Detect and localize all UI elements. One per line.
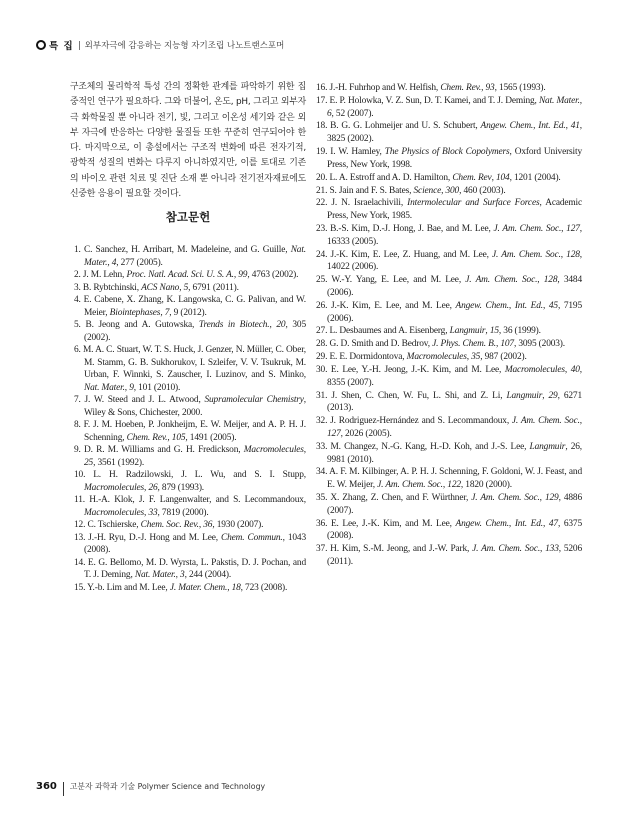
reference-source: Macromolecules: [84, 507, 145, 518]
reference-text: ,: [303, 445, 306, 455]
reference-text: 30. E. Lee, Y.-H. Jeong, J.-K. Kim, and M. Lee,: [316, 364, 505, 375]
reference-text: , 2026 (2005).: [340, 428, 392, 439]
reference-text: 8. F. J. M. Hoeben, P. Jonkheijm, E. W. Meijer, and A. P. H. J. Schenning,: [74, 420, 306, 443]
reference-item: [74, 519, 306, 532]
reference-text: , 52 (2007).: [331, 108, 374, 119]
reference-text: ,: [579, 95, 582, 106]
reference-text: ,: [167, 432, 172, 443]
reference-text: , 460 (2003).: [459, 185, 506, 196]
reference-source: 104: [495, 172, 510, 183]
reference-item: [316, 274, 582, 300]
reference-text: ,: [542, 518, 549, 529]
reference-source: 5: [183, 282, 189, 293]
journal-name: 고분자 과학과 기술 Polymer Science and Technology: [69, 781, 266, 791]
reference-text: 31. J. Shen, C. Chen, W. Fu, L. Shi, and Z. Li,: [316, 390, 507, 401]
reference-text: ,: [565, 121, 571, 132]
reference-source: Macromolecules: [243, 445, 304, 455]
reference-item: [74, 532, 306, 557]
reference-text: 7. J. W. Steed and J. L. Atwood,: [74, 395, 205, 405]
reference-text: ,: [179, 282, 184, 293]
running-header: [36, 38, 284, 52]
reference-text: , 987 (2002).: [480, 352, 527, 363]
reference-source: 20: [276, 320, 286, 330]
reference-text: , 244 (2004).: [184, 570, 232, 580]
reference-source: Trends in Biotech.: [198, 320, 270, 330]
reference-item: [316, 338, 582, 351]
reference-source: 122: [447, 480, 461, 491]
reference-source: 127: [566, 223, 580, 234]
reference-source: Nat. Mater.: [538, 95, 580, 106]
reference-text: 20. L. A. Estroff and A. D. Hamilton,: [316, 172, 453, 183]
reference-text: ,: [481, 83, 486, 93]
reference-text: 26. J.-K. Kim, E. Lee, and M. Lee,: [316, 300, 456, 311]
reference-source: J. Am. Chem. Soc.: [492, 249, 561, 260]
reference-source: Nat. Mater.: [84, 382, 125, 393]
reference-item: [74, 319, 306, 344]
reference-text: ,: [542, 390, 549, 401]
reference-text: , 8355 (2007).: [327, 364, 582, 388]
reference-text: ,: [144, 507, 149, 518]
reference-source: 128: [543, 275, 558, 286]
reference-text: , 1820 (2000).: [460, 480, 512, 491]
reference-text: ,: [485, 326, 490, 337]
reference-text: 25. W.-Y. Yang, E. Lee, and M. Lee,: [316, 275, 466, 286]
reference-text: 37. H. Kim, S.-M. Jeong, and J.-W. Park,: [316, 544, 473, 555]
reference-text: ,: [579, 416, 582, 427]
reference-source: 105: [171, 432, 186, 443]
reference-source: Angew. Chem., Int. Ed.: [480, 121, 566, 132]
reference-source: 26: [148, 482, 158, 493]
reference-text: , 3095 (2003).: [513, 339, 565, 350]
reference-item: [316, 351, 582, 364]
reference-text: 35. X. Zhang, Z. Chen, and F. Würthner,: [316, 493, 472, 503]
reference-text: 4. E. Cabene, X. Zhang, K. Langowska, C. G. Palivan, and W. Meier,: [74, 295, 306, 318]
reference-item: [316, 82, 582, 95]
reference-text: , 723 (2008).: [240, 582, 288, 593]
reference-text: , 14022 (2006).: [327, 249, 582, 273]
reference-text: 17. E. P. Holowka, V. Z. Sun, D. T. Kamei, and T. J. Deming,: [316, 95, 539, 106]
reference-text: , 3484 (2006).: [327, 275, 582, 298]
reference-item: [74, 269, 306, 282]
references-left-column: [74, 244, 306, 594]
reference-text: , 4886 (2007).: [327, 493, 582, 516]
reference-source: 18: [231, 582, 241, 593]
reference-item: [74, 469, 306, 494]
reference-source: Macromolecules: [406, 352, 467, 363]
reference-item: [316, 185, 582, 198]
reference-text: 23. B.-S. Kim, D.-J. Hong, J. Bae, and M. Lee,: [316, 223, 494, 234]
reference-text: , 5206 (2011).: [327, 544, 582, 568]
reference-text: , 7195 (2006).: [327, 300, 582, 324]
header-title: 외부자극에 감응하는 지능형 자기조립 나노트랜스포머: [84, 41, 285, 51]
reference-source: 128: [566, 249, 580, 260]
reference-item: [74, 294, 306, 319]
reference-source: Chem. Rev: [452, 172, 492, 183]
reference-item: [74, 344, 306, 394]
reference-source: J. Am. Chem. Soc.: [472, 544, 541, 555]
reference-source: 36: [203, 520, 213, 530]
reference-item: [316, 492, 582, 518]
reference-text: 5. B. Jeong and A. Gutowska,: [74, 320, 199, 330]
reference-source: J. Am. Chem. Soc.: [377, 480, 443, 491]
reference-source: Langmuir: [506, 390, 543, 401]
reference-text: ,: [227, 582, 232, 593]
reference-source: J. Mater. Chem.: [169, 582, 228, 593]
reference-item: [74, 394, 306, 419]
reference-source: Langmuir: [529, 441, 566, 452]
reference-text: 2. J. M. Lehn,: [74, 270, 127, 280]
reference-text: 28. G. D. Smith and D. Bedrov,: [316, 339, 433, 350]
reference-text: , Wiley & Sons, Chichester, 2000.: [84, 395, 306, 418]
reference-source: 93: [485, 83, 495, 93]
reference-text: , 7819 (2000).: [157, 507, 209, 518]
reference-item: [316, 249, 582, 275]
reference-source: 300: [445, 185, 460, 196]
reference-source: Science: [413, 185, 442, 196]
reference-text: ,: [442, 480, 448, 491]
reference-item: [316, 325, 582, 338]
reference-text: 33. M. Changez, N.-G. Kang, H.-D. Koh, and J.-S. Lee,: [316, 441, 530, 452]
reference-source: 7: [164, 307, 170, 318]
reference-text: 32. J. Rodriguez-Hernández and S. Lecommandoux,: [316, 416, 512, 427]
reference-text: , Academic Press, New York, 1985.: [327, 198, 583, 222]
reference-source: 35: [471, 352, 481, 363]
reference-text: , 6791 (2011).: [188, 282, 239, 293]
reference-source: 133: [545, 544, 559, 555]
reference-text: , 3825 (2002).: [327, 121, 582, 145]
reference-item: [316, 197, 582, 223]
reference-text: 1. C. Sanchez, H. Arribart, M. Madeleine, and G. Guille,: [74, 245, 291, 255]
reference-source: 25: [84, 457, 94, 468]
page-number: 360: [36, 780, 57, 792]
reference-item: [74, 244, 306, 269]
reference-text: ,: [542, 300, 549, 311]
reference-source: Chem. Rev.: [440, 83, 482, 93]
reference-source: 15: [489, 326, 499, 337]
reference-text: 22. J. N. Israelachivili,: [316, 198, 408, 209]
reference-source: 33: [148, 507, 158, 518]
reference-item: [316, 466, 582, 492]
reference-source: J. Am. Chem. Soc.: [465, 275, 538, 286]
reference-text: 3. B. Rybtchinski,: [74, 282, 142, 293]
reference-text: , 1930 (2007).: [212, 520, 264, 530]
reference-text: 9. D. R. M. Williams and G. H. Fredickson,: [74, 445, 244, 455]
intro-paragraph: 구조체의 물리학적 특성 간의 정확한 관계를 파악하기 위한 집중적인 연구가 필요하다. 그와 더불어, 온도, pH, 그리고 외부자극 화학물질 뿐 아니라 전기, 빛, 그리고 이온성 세기와 같은 외부 자극에 반응하는 다양한 물질들 또한 꾸준히 연구되어야 한다. 마지막으로, 이 총설에서는 구조적 변화에 따른 전자기적, 광학적 성질의 변화는 다루지 아니하였지만, 이를 토대로 기존의 바이오 관련 치료 및 진단 소재 뿐 아니라 전기전자재료에도 신중한 응용이 필요할 것이다.: [70, 82, 306, 200]
reference-text: , 277 (2005).: [116, 257, 163, 268]
reference-text: , 879 (1993).: [157, 482, 204, 493]
reference-source: J. Am. Chem. Soc.: [493, 223, 562, 234]
reference-text: 12. C. Tschierske,: [74, 520, 141, 530]
reference-text: ,: [160, 307, 165, 318]
reference-source: Nat. Mater.: [134, 570, 176, 580]
reference-item: [316, 390, 582, 416]
reference-source: Biointephases: [109, 307, 161, 318]
reference-text: , 36 (1999).: [498, 326, 541, 337]
reference-text: , 1201 (2004).: [509, 172, 561, 183]
reference-item: [316, 300, 582, 326]
reference-source: Nat. Mater.: [84, 245, 306, 268]
reference-source: Supramolecular Chemistry: [204, 395, 304, 405]
reference-item: [316, 518, 582, 544]
reference-text: 34. A. F. M. Kilbinger, A. P. H. J. Schenning, F. Goldoni, W. J. Feast, and E. W. Meijer,: [316, 467, 582, 491]
reference-text: ,: [564, 364, 571, 375]
reference-text: ,: [269, 320, 277, 330]
reference-item: [316, 172, 582, 185]
reference-item: [316, 415, 582, 441]
reference-source: Chem. Soc. Rev.: [140, 520, 199, 530]
reference-source: Chem. Rev.: [126, 432, 168, 443]
reference-text: , 1491 (2005).: [185, 432, 237, 443]
reference-text: , 1043 (2008).: [84, 532, 307, 555]
reference-text: ,: [540, 544, 546, 555]
reference-text: 10. L. H. Radzilowski, J. L. Wu, and S. I. Stupp,: [74, 470, 306, 480]
reference-item: [74, 444, 306, 469]
reference-item: [74, 557, 306, 582]
reference-source: 40: [570, 364, 580, 375]
reference-item: [316, 364, 582, 390]
reference-text: 21. S. Jain and F. S. Bates,: [316, 185, 414, 196]
reference-source: Proc. Natl. Acad. Sci. U. S. A.: [126, 270, 234, 280]
reference-text: 19. I. W. Hamley,: [316, 147, 385, 158]
reference-source: Langmuir: [449, 326, 486, 337]
reference-item: [316, 95, 582, 121]
reference-text: ,: [107, 257, 112, 268]
reference-source: J. Phys. Chem. B.: [432, 339, 496, 350]
divider: [79, 41, 80, 50]
reference-text: , 6375 (2008).: [327, 518, 582, 542]
reference-source: 47: [548, 518, 558, 529]
reference-source: J. Am. Chem. Soc.: [511, 416, 580, 427]
reference-text: , 305 (2002).: [84, 320, 306, 343]
reference-text: , 6271 (2013).: [327, 390, 582, 414]
reference-text: ,: [466, 352, 472, 363]
reference-item: [316, 441, 582, 467]
reference-text: 18. B. G. G. Lohmeijer and U. S. Schubert,: [316, 121, 481, 132]
reference-text: , 3561 (1992).: [93, 457, 145, 468]
reference-source: The Physics of Block Copolymers: [384, 147, 510, 158]
reference-source: ACS Nano: [141, 282, 180, 293]
reference-source: 99: [238, 270, 248, 280]
reference-item: [74, 494, 306, 519]
reference-source: Macromolecules: [504, 364, 565, 375]
reference-text: 11. H.-A. Klok, J. F. Langenwalter, and S. Lecommandoux,: [74, 495, 306, 505]
reference-item: [74, 282, 306, 295]
reference-text: , 9 (2012).: [169, 307, 207, 318]
reference-source: 127: [327, 428, 341, 439]
reference-text: 29. E. E. Dormidontova,: [316, 352, 407, 363]
reference-item: [74, 419, 306, 444]
reference-text: ,: [175, 570, 181, 580]
reference-source: 45: [548, 300, 558, 311]
reference-source: 41: [570, 121, 580, 132]
circle-bullet-icon: [36, 40, 46, 50]
reference-source: Macromolecules: [84, 482, 145, 493]
reference-item: [316, 146, 582, 172]
reference-source: 6: [327, 108, 332, 119]
reference-source: Angew. Chem., Int. Ed.: [455, 300, 543, 311]
reference-item: [316, 223, 582, 249]
reference-source: 4: [111, 257, 117, 268]
reference-text: , 101 (2010).: [133, 382, 181, 393]
reference-source: 107: [500, 339, 514, 350]
reference-source: Intermolecular and Surface Forces: [407, 198, 540, 209]
reference-text: 15. Y.-b. Lim and M. Lee,: [74, 582, 170, 593]
reference-text: 24. J.-K. Kim, E. Lee, Z. Huang, and M. Lee,: [316, 249, 493, 260]
reference-text: 36. E. Lee, J.-K. Kim, and M. Lee,: [316, 518, 456, 529]
reference-text: ,: [441, 185, 446, 196]
reference-text: ,: [537, 275, 544, 286]
reference-source: 129: [544, 493, 559, 503]
references-heading: 참고문헌: [165, 210, 211, 224]
reference-text: ,: [491, 172, 496, 183]
reference-text: , 16333 (2005).: [327, 223, 582, 247]
reference-item: [316, 543, 582, 569]
reference-source: Chem. Commun.: [220, 532, 283, 543]
reference-text: 14. E. G. Bellomo, M. D. Wyrsta, L. Pakstis, D. J. Pochan, and T. J. Deming,: [74, 557, 306, 580]
reference-source: 9: [129, 382, 134, 393]
reference-item: [316, 120, 582, 146]
reference-text: , 4763 (2002).: [247, 270, 299, 280]
reference-text: ,: [560, 249, 567, 260]
reference-text: , 26, 9981 (2010).: [327, 441, 582, 465]
reference-text: 6. M. A. C. Stuart, W. T. S. Huck, J. Genzer, N. Müller, C. Ober, M. Stamm, G. B. Sukhorukov, I. Szleifer, V. V. Tsukruk, M. Urban, F. Winnki, S. Zauscher, I. Luzinov, and S. Minko,: [74, 345, 306, 380]
reference-text: 13. J.-H. Ryu, D.-J. Hong and M. Lee,: [74, 532, 221, 543]
reference-text: ,: [561, 223, 567, 234]
reference-text: ,: [539, 493, 545, 503]
reference-text: ,: [144, 482, 149, 493]
divider: [63, 782, 64, 796]
reference-source: Angew. Chem., Int. Ed.: [455, 518, 543, 529]
reference-text: ,: [233, 270, 239, 280]
reference-source: 29: [548, 390, 558, 401]
reference-source: 3: [180, 570, 185, 580]
page-footer: [36, 776, 265, 796]
reference-text: ,: [124, 382, 130, 393]
section-label: 특 집: [49, 41, 74, 52]
references-right-column: [316, 82, 582, 569]
reference-text: 27. L. Desbaumes and A. Eisenberg,: [316, 326, 450, 337]
reference-text: , 1565 (1993).: [494, 83, 546, 93]
reference-text: ,: [198, 520, 204, 530]
reference-item: [74, 582, 306, 595]
reference-text: , Oxford University Press, New York, 1998.: [327, 147, 583, 170]
reference-text: 16. J.-H. Fuhrhop and W. Helfish,: [316, 83, 441, 93]
reference-text: ,: [495, 339, 501, 350]
reference-source: J. Am. Chem. Soc.: [471, 493, 540, 503]
